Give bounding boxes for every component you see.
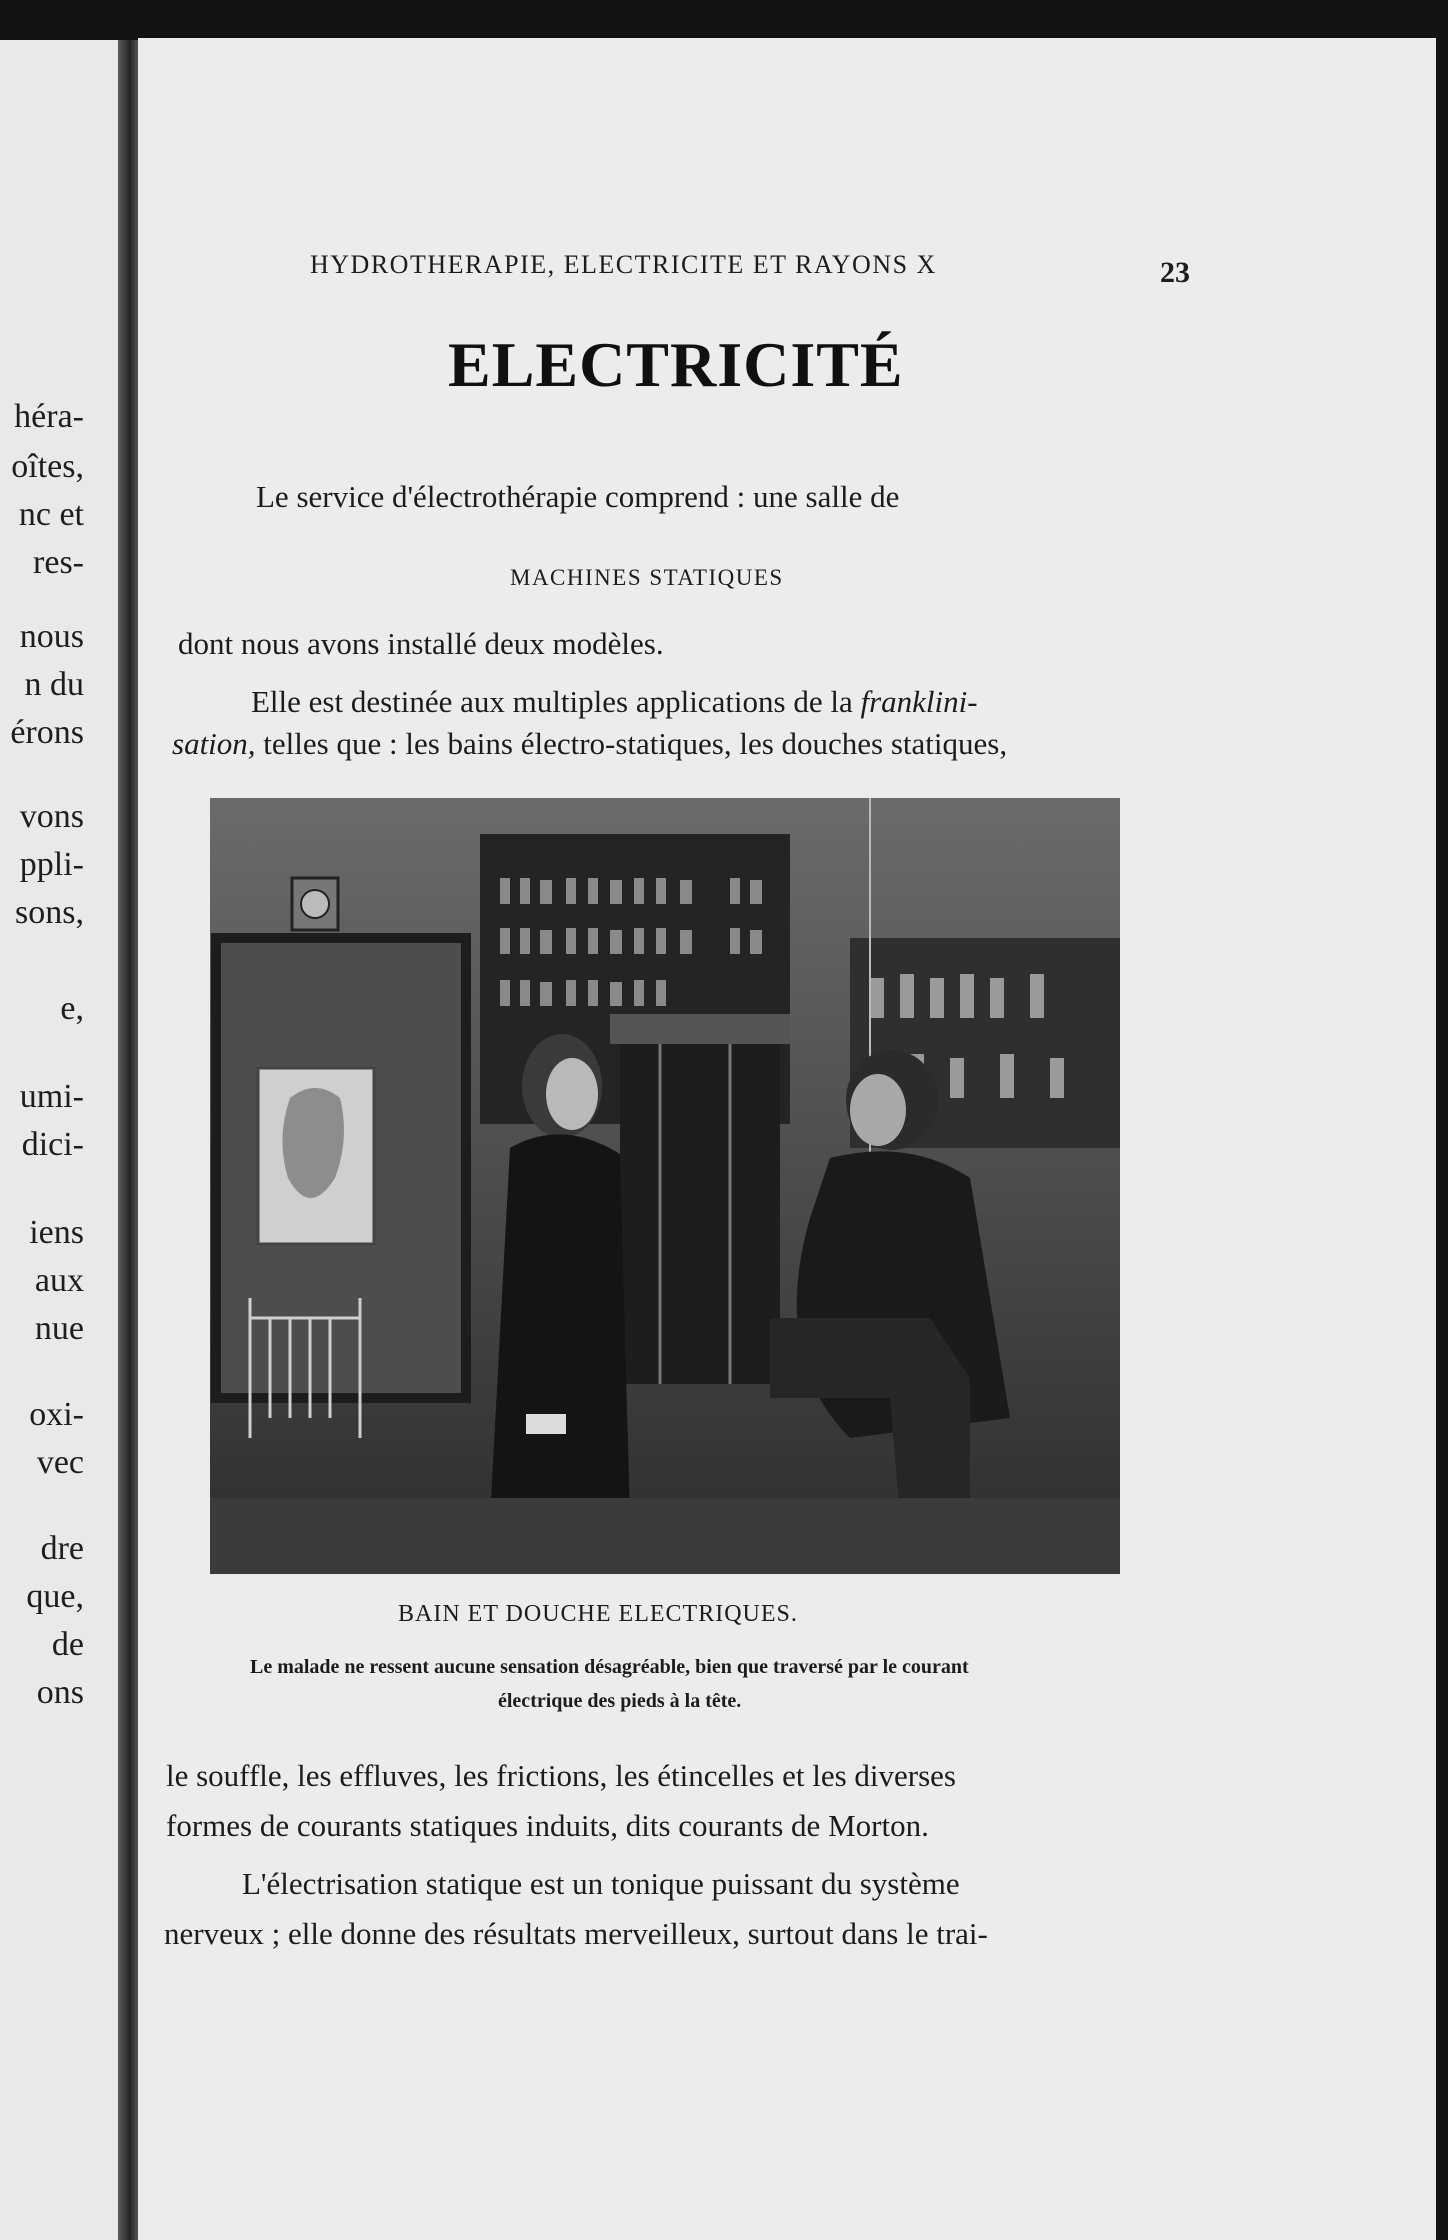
paragraph-1-text: Elle est destinée aux multiples applications de la — [251, 684, 853, 719]
left-line: dre — [40, 1530, 84, 1567]
left-line: nc et — [18, 496, 84, 533]
left-line: aux — [34, 1262, 84, 1299]
left-line: ons — [36, 1674, 84, 1711]
paragraph-1-text-continued: telles que : les bains électro-statiques, les douches statiques, — [263, 726, 1008, 761]
left-line: dici- — [21, 1126, 84, 1163]
left-line: vec — [36, 1444, 84, 1481]
left-line: érons — [10, 714, 84, 751]
left-line: sons, — [15, 894, 84, 931]
paragraph-2-line-1: L'électrisation statique est un tonique puissant du système — [242, 1866, 960, 1901]
left-line: héra- — [14, 398, 84, 435]
left-line: res- — [33, 544, 84, 581]
paragraph-1-line-2 — [172, 728, 1007, 759]
paragraph-1-italic-continued: sation, — [172, 726, 256, 761]
left-line: iens — [29, 1214, 84, 1251]
intro-line: Le service d'électrothérapie comprend : une salle de — [256, 479, 900, 514]
left-line: nue — [34, 1310, 84, 1347]
after-figure-line-2: formes de courants statiques induits, dits courants de Morton. — [166, 1808, 929, 1843]
paragraph-1-line-1 — [251, 686, 978, 717]
left-line: oxi- — [29, 1396, 84, 1433]
machines-heading: MACHINES STATIQUES — [510, 565, 784, 590]
figure-photograph — [210, 798, 1120, 1574]
left-line: ppli- — [19, 846, 84, 883]
running-head: HYDROTHERAPIE, ELECTRICITE ET RAYONS X — [310, 250, 937, 279]
left-line: oîtes, — [11, 448, 84, 485]
left-line: que, — [26, 1578, 84, 1615]
photograph-illustration — [210, 798, 1120, 1574]
models-line: dont nous avons installé deux modèles. — [178, 626, 664, 661]
figure-caption-title: BAIN ET DOUCHE ELECTRIQUES. — [398, 1601, 798, 1627]
left-line: de — [51, 1626, 84, 1663]
paragraph-1-italic: franklini- — [860, 684, 978, 719]
paragraph-2-line-2: nerveux ; elle donne des résultats merveilleux, surtout dans le trai- — [164, 1916, 988, 1951]
left-page-fragment — [0, 40, 118, 2240]
left-line: umi- — [19, 1078, 84, 1115]
left-line: vons — [19, 798, 84, 835]
left-line: nous — [19, 618, 84, 655]
after-figure-line-1: le souffle, les effluves, les frictions, les étincelles et les diverses — [166, 1758, 956, 1793]
figure-caption-line-2: électrique des pieds à la tête. — [498, 1690, 742, 1712]
section-title: ELECTRICITÉ — [448, 329, 904, 400]
left-line: n du — [24, 666, 84, 703]
right-page — [138, 38, 1436, 2240]
left-line: e, — [60, 990, 84, 1027]
page-number: 23 — [1160, 256, 1190, 289]
figure-caption-line-1: Le malade ne ressent aucune sensation désagréable, bien que traversé par le courant — [250, 1656, 969, 1678]
